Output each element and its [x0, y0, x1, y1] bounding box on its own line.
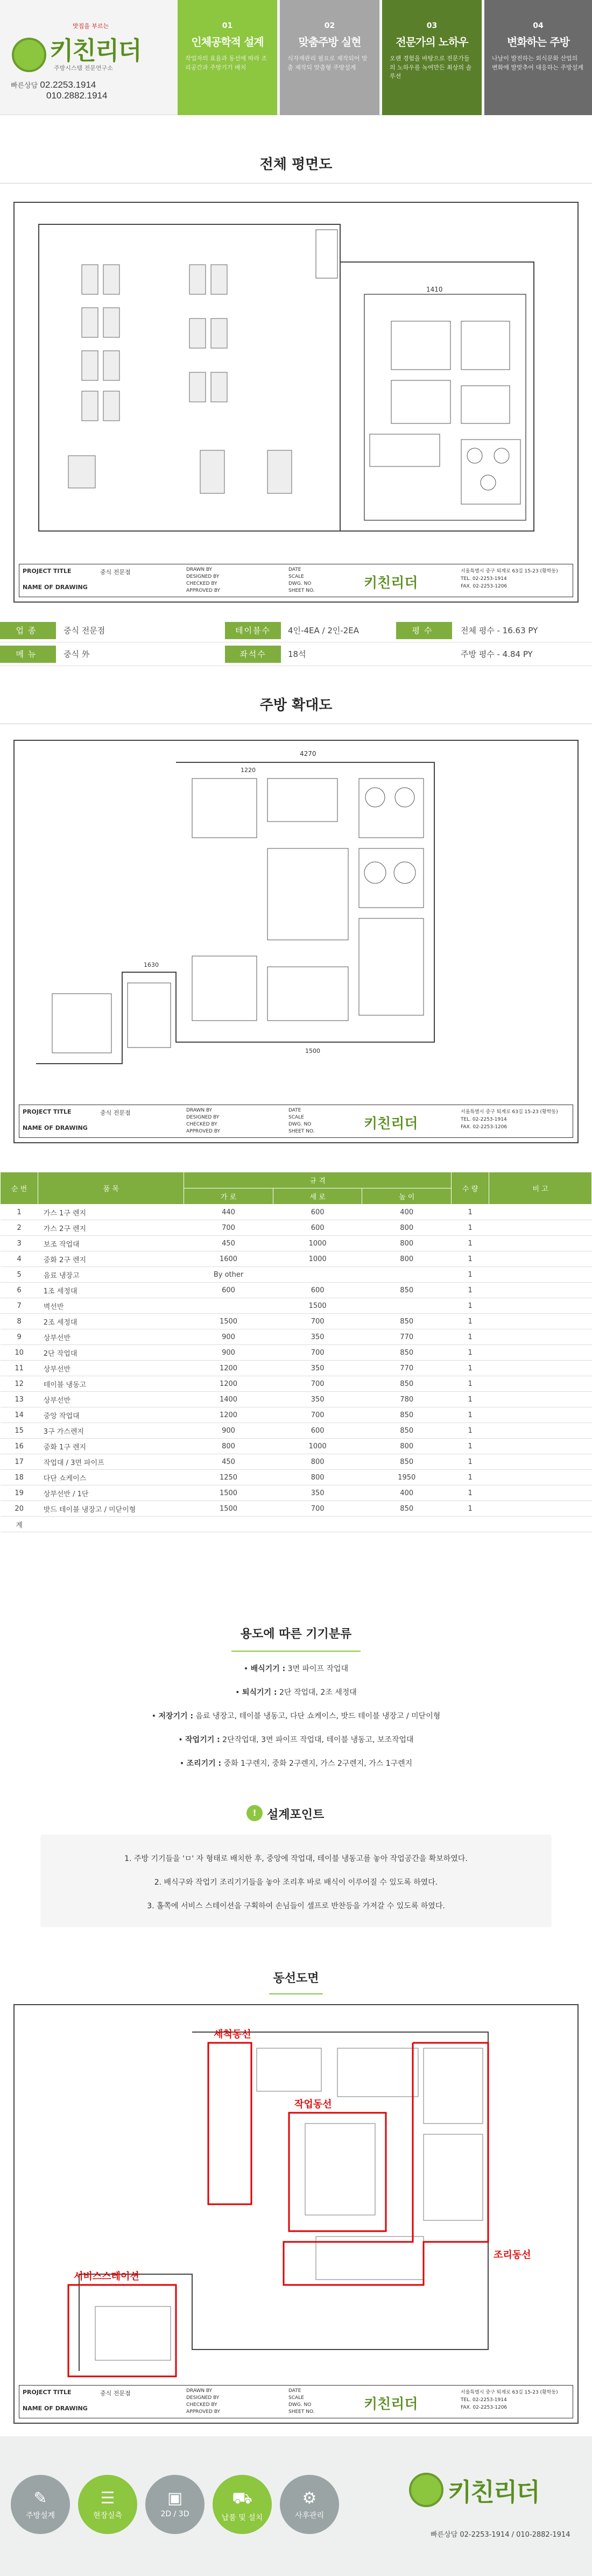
cell-note [489, 1517, 592, 1532]
cell-qty: 1 [452, 1392, 489, 1407]
cell-height: 1950 [362, 1470, 452, 1485]
cell-name: 중화 2구 렌지 [38, 1251, 184, 1267]
title-block [19, 1105, 573, 1138]
table-row [1, 1267, 592, 1283]
cell-height: 850 [362, 1314, 452, 1329]
cell-no: 17 [1, 1454, 38, 1470]
cell-width [184, 1298, 273, 1314]
cell-name: 상부선반 [38, 1361, 184, 1376]
cell-depth: 1000 [273, 1236, 362, 1251]
cell-depth: 350 [273, 1329, 362, 1345]
info-value-seats: 18석 [288, 649, 306, 659]
floor-plan-svg [15, 203, 577, 563]
cell-height: 800 [362, 1251, 452, 1267]
phone-2[interactable]: 010.2882.1914 [46, 90, 108, 101]
col-qty: 수 량 [452, 1172, 489, 1205]
step-number: 01 [222, 22, 233, 30]
wash-flow-zone [208, 2043, 251, 2204]
cell-depth: 350 [273, 1361, 362, 1376]
cell-qty [452, 1517, 489, 1532]
cell-qty: 1 [452, 1298, 489, 1314]
cell-note [489, 1485, 592, 1501]
cell-no: 16 [1, 1439, 38, 1454]
table-row [1, 1283, 592, 1298]
cell-qty: 1 [452, 1236, 489, 1251]
cell-depth: 700 [273, 1501, 362, 1517]
info-row-1 [0, 619, 592, 642]
flow-label-cook: 조리동선 [494, 2249, 531, 2261]
footer-button-measure[interactable]: ☰ 현장실측 [78, 2475, 137, 2534]
cell-name: 가스 2구 렌지 [38, 1220, 184, 1236]
section-title-flow: 동선도면 [273, 1972, 319, 1985]
step-desc: 오랜 경험을 바탕으로 전문가들의 노하우를 녹여만든 최상의 솔루션 [390, 55, 472, 80]
dim-label: 1410 [426, 286, 443, 293]
cell-name: 3구 가스렌지 [38, 1423, 184, 1439]
title-block [19, 2385, 573, 2418]
step-title: 맞춤주방 실현 [298, 36, 361, 48]
cell-height [362, 1298, 452, 1314]
cell-note [489, 1251, 592, 1267]
section-title-kitchen-detail: 주방 확대도 [259, 697, 333, 713]
cell-depth: 1500 [273, 1298, 362, 1314]
cell-depth: 350 [273, 1392, 362, 1407]
cell-note [489, 1298, 592, 1314]
step-desc: 나날이 발전하는 외식문화 산업의 변화에 발맞추어 대응하는 주방설계 [492, 55, 583, 71]
usage-item: • 조리기기 : 중화 1구렌지, 중화 2구렌지, 가스 2구렌지, 가스 1구렌지 [179, 1759, 413, 1768]
table-row [1, 1517, 592, 1532]
cell-height: 800 [362, 1236, 452, 1251]
table-row [1, 1205, 592, 1220]
cell-qty: 1 [452, 1314, 489, 1329]
cell-height: 850 [362, 1501, 452, 1517]
step-title: 변화하는 주방 [507, 36, 569, 48]
cell-no: 8 [1, 1314, 38, 1329]
cell-width: 440 [184, 1205, 273, 1220]
cell-note [489, 1470, 592, 1485]
cell-no: 14 [1, 1407, 38, 1423]
design-points-box [40, 1835, 552, 1927]
table-row [1, 1485, 592, 1501]
cell-name: 중앙 작업대 [38, 1407, 184, 1423]
cell-no: 20 [1, 1501, 38, 1517]
section-title-usage: 용도에 따른 기기분류 [240, 1627, 352, 1641]
cell-note [489, 1329, 592, 1345]
cell-name: 다단 쇼케이스 [38, 1470, 184, 1485]
cell-width: 1500 [184, 1314, 273, 1329]
usage-item: • 작업기기 : 2단작업대, 3면 파이프 작업대, 테이블 냉동고, 보조작업대 [178, 1736, 414, 1744]
tb-project-value: 중식 전문점 [100, 569, 131, 576]
cell-name: 음료 냉장고 [38, 1267, 184, 1283]
footer-contact [431, 2529, 570, 2539]
usage-item: • 배식기기 : 3면 파이프 작업대 [243, 1665, 349, 1673]
cell-qty: 1 [452, 1407, 489, 1423]
tb-name-of-drawing-label: NAME OF DRAWING [23, 1124, 88, 1131]
step-2 [280, 0, 379, 115]
info-value-tables: 4인-4EA / 2인-2EA [288, 626, 360, 635]
footer-logo-icon [409, 2473, 443, 2507]
flow-label-service: 서비스스테이션 [74, 2271, 139, 2282]
cell-width: 1250 [184, 1470, 273, 1485]
cell-no: 13 [1, 1392, 38, 1407]
cell-height: 780 [362, 1392, 452, 1407]
cell-width: 1600 [184, 1251, 273, 1267]
info-label-tables: 테이블수 [225, 622, 281, 639]
cell-no: 10 [1, 1345, 38, 1361]
table-row [1, 1501, 592, 1517]
design-point: 1. 주방 기기들을 'ㅁ' 자 형태로 배치한 후, 중앙에 작업대, 테이블 냉동고를 놓아 작업공간을 확보하였다. [124, 1855, 468, 1863]
tb-logo: 키친리더 [364, 575, 418, 591]
cell-height: 400 [362, 1485, 452, 1501]
table-row [1, 1314, 592, 1329]
cell-no: 11 [1, 1361, 38, 1376]
cell-width: 600 [184, 1283, 273, 1298]
equipment-table [0, 1172, 592, 1532]
cell-note [489, 1376, 592, 1392]
cell-qty: 1 [452, 1220, 489, 1236]
table-row [1, 1423, 592, 1439]
cell-height [362, 1267, 452, 1283]
cell-qty: 1 [452, 1376, 489, 1392]
cell-width: 1500 [184, 1501, 273, 1517]
tb-meta-labels: DATE SCALE DWG. NO SHEET NO. [288, 1108, 315, 1134]
cell-name: 벽선반 [38, 1298, 184, 1314]
cell-width: 1200 [184, 1361, 273, 1376]
cell-note [489, 1314, 592, 1329]
step-title: 인체공학적 설계 [191, 36, 264, 48]
floor-plan-drawing [13, 202, 579, 603]
cell-no: 12 [1, 1376, 38, 1392]
cell-no: 9 [1, 1329, 38, 1345]
header [0, 0, 592, 115]
cell-height: 800 [362, 1220, 452, 1236]
service-flow-zone [68, 2285, 176, 2376]
cell-name: 중화 1구 렌지 [38, 1439, 184, 1454]
table-row [1, 1298, 592, 1314]
tb-address: 서울특별시 중구 퇴계로 63길 15-23 (황학동) TEL. 02-2253-1914 FAX. 02-2253-1206 [461, 569, 558, 589]
cell-note [489, 1361, 592, 1376]
cell-no: 18 [1, 1470, 38, 1485]
step-desc: 작업자의 효율과 동선에 따라 조리공간과 주방기기 배치 [185, 55, 267, 71]
document-icon: ☰ [100, 2489, 115, 2508]
cell-name: 보조 작업대 [38, 1236, 184, 1251]
step-number: 02 [324, 22, 335, 30]
step-3 [382, 0, 482, 115]
tb-meta-labels: DATE SCALE DWG. NO SHEET NO. [288, 567, 315, 593]
cell-height: 850 [362, 1376, 452, 1392]
cell-note [489, 1454, 592, 1470]
cell-note [489, 1407, 592, 1423]
step-4 [484, 0, 592, 115]
cell-depth: 600 [273, 1205, 362, 1220]
cell-width: 450 [184, 1236, 273, 1251]
cell-width: 1400 [184, 1392, 273, 1407]
cell-qty: 1 [452, 1205, 489, 1220]
cell-name: 1조 세정대 [38, 1283, 184, 1298]
contact-label: 빠른상담 [11, 82, 38, 90]
truck-icon: ⛟ [232, 2489, 252, 2508]
cell-qty: 1 [452, 1470, 489, 1485]
tb-sign-labels: DRAWN BY DESIGNED BY CHECKED BY APPROVED BY [186, 1108, 221, 1134]
cell-qty: 1 [452, 1329, 489, 1345]
cell-note [489, 1501, 592, 1517]
cell-depth: 1000 [273, 1251, 362, 1267]
cell-depth: 600 [273, 1423, 362, 1439]
col-height: 높 이 [362, 1188, 452, 1205]
footer-button-2d3d[interactable]: ▣ 2D / 3D [145, 2475, 205, 2534]
table-row [1, 1407, 592, 1423]
tb-name-of-drawing-label: NAME OF DRAWING [23, 584, 88, 591]
usage-item: • 저장기기 : 음료 냉장고, 테이블 냉동고, 다단 쇼케이스, 밧드 테이블 냉장고 / 미닫이형 [151, 1712, 441, 1721]
cell-no: 19 [1, 1485, 38, 1501]
tb-meta-labels: DATE SCALE DWG. NO SHEET NO. [288, 2388, 315, 2415]
table-row [1, 1251, 592, 1267]
cell-name: 가스 1구 렌지 [38, 1205, 184, 1220]
cell-qty: 1 [452, 1283, 489, 1298]
table-row [1, 1329, 592, 1345]
cell-depth: 800 [273, 1470, 362, 1485]
cell-qty: 1 [452, 1251, 489, 1267]
info-row-2 [0, 642, 592, 666]
cell-height: 770 [362, 1361, 452, 1376]
design-point: 2. 배식구와 작업기 조리기기들을 놓아 조리후 바로 배식이 이루어질 수 있도록 하였다. [154, 1878, 438, 1887]
tb-project-value: 중식 전문점 [100, 2390, 131, 2397]
cell-note [489, 1283, 592, 1298]
cell-width [184, 1517, 273, 1532]
cell-depth: 700 [273, 1345, 362, 1361]
title-block [19, 564, 573, 597]
cell-no: 2 [1, 1220, 38, 1236]
logo-subtitle: 주방시스템 전문연구소 [54, 65, 113, 72]
step-title: 전문가의 노하우 [396, 36, 468, 48]
cell-name: 밧드 테이블 냉장고 / 미닫이형 [38, 1501, 184, 1517]
flow-svg [15, 2005, 577, 2382]
cell-note [489, 1392, 592, 1407]
cell-height: 850 [362, 1283, 452, 1298]
kitchen-detail-drawing [13, 740, 579, 1143]
col-note: 비 고 [489, 1172, 592, 1205]
col-name: 품 목 [38, 1172, 184, 1205]
cell-height: 800 [362, 1439, 452, 1454]
cell-no: 계 [1, 1517, 38, 1532]
dim-label: 1500 [305, 1048, 320, 1055]
work-flow-zone [289, 2113, 386, 2231]
cell-width: 700 [184, 1220, 273, 1236]
col-spec: 규 격 [184, 1172, 452, 1188]
table-row [1, 1345, 592, 1361]
cell-note [489, 1205, 592, 1220]
tb-sign-labels: DRAWN BY DESIGNED BY CHECKED BY APPROVED BY [186, 2388, 221, 2415]
flow-drawing [13, 2004, 579, 2424]
kitchen-detail-svg [15, 741, 577, 1104]
cell-width: 1500 [184, 1485, 273, 1501]
cell-note [489, 1423, 592, 1439]
dim-label: 4270 [300, 750, 316, 758]
cell-width: By other [184, 1267, 273, 1283]
cell-no: 4 [1, 1251, 38, 1267]
info-label-seats: 좌석수 [225, 646, 281, 663]
cell-height: 850 [362, 1407, 452, 1423]
tb-project-title-label: PROJECT TITLE [23, 2389, 72, 2396]
info-value-business: 중식 전문점 [64, 626, 105, 635]
cell-width: 800 [184, 1439, 273, 1454]
flow-label-wash: 세척동선 [214, 2029, 251, 2040]
cell-width: 900 [184, 1329, 273, 1345]
cell-no: 3 [1, 1236, 38, 1251]
cell-width: 900 [184, 1423, 273, 1439]
alert-icon: ! [246, 1805, 263, 1821]
cell-depth: 800 [273, 1454, 362, 1470]
divider [269, 1993, 323, 1994]
cell-qty: 1 [452, 1361, 489, 1376]
cell-name: 상부선반 [38, 1329, 184, 1345]
info-value-area-kitchen: 주방 평수 - 4.84 PY [461, 649, 533, 659]
cell-height: 850 [362, 1423, 452, 1439]
cell-name: 상부선반 / 1단 [38, 1485, 184, 1501]
cell-depth [273, 1267, 362, 1283]
cell-height: 850 [362, 1345, 452, 1361]
tb-logo: 키친리더 [364, 2396, 418, 2412]
cell-depth: 600 [273, 1283, 362, 1298]
step-1 [178, 0, 277, 115]
step-number: 04 [533, 22, 544, 30]
cell-depth: 1000 [273, 1439, 362, 1454]
info-label-business: 업종 [0, 622, 56, 639]
cell-qty: 1 [452, 1485, 489, 1501]
cell-name: 2조 세정대 [38, 1314, 184, 1329]
table-row [1, 1361, 592, 1376]
cell-height: 400 [362, 1205, 452, 1220]
footer-button-delivery[interactable]: ⛟ 납품 및 설치 [213, 2475, 272, 2534]
cell-depth: 600 [273, 1220, 362, 1236]
cell-no: 7 [1, 1298, 38, 1314]
tb-name-of-drawing-label: NAME OF DRAWING [23, 2405, 88, 2412]
logo-icon [12, 38, 46, 72]
cell-note [489, 1439, 592, 1454]
cell-height [362, 1517, 452, 1532]
phone-1[interactable]: 02.2253.1914 [40, 80, 96, 90]
step-desc: 식자재관리 필요로 제작되어 맞춤 제작되 맞춤형 주방설계 [287, 55, 368, 71]
tb-project-value: 중식 전문점 [100, 1109, 131, 1116]
cell-depth: 700 [273, 1407, 362, 1423]
table-row [1, 1454, 592, 1470]
usage-list [0, 1657, 592, 1775]
cell-depth: 350 [273, 1485, 362, 1501]
cell-note [489, 1267, 592, 1283]
section-title-floor-plan: 전체 평면도 [259, 157, 333, 173]
cell-name: 테이블 냉동고 [38, 1376, 184, 1392]
table-row [1, 1236, 592, 1251]
cell-width: 1200 [184, 1376, 273, 1392]
col-depth: 세 로 [273, 1188, 362, 1205]
cell-qty: 1 [452, 1267, 489, 1283]
cell-depth [273, 1517, 362, 1532]
table-row [1, 1439, 592, 1454]
table-row [1, 1376, 592, 1392]
logo-text: 키친리더 [50, 37, 141, 65]
contact-info [11, 80, 107, 101]
footer-phones[interactable]: 02-2253-1914 / 010-2882-1914 [460, 2531, 570, 2539]
section-title-design-points: 설계포인트 [267, 1808, 325, 1822]
logo-tagline: 맛집을 부르는 [73, 23, 109, 30]
footer-button-design[interactable]: ✎ 주방설계 [11, 2475, 70, 2534]
col-width: 가 로 [184, 1188, 273, 1205]
footer-contact-label: 빠른상담 [431, 2531, 458, 2539]
cell-note [489, 1236, 592, 1251]
footer-logo-text: 키친리더 [448, 2478, 539, 2506]
tb-address: 서울특별시 중구 퇴계로 63길 15-23 (황학동) TEL. 02-2253-1914 FAX. 02-2253-1206 [461, 1109, 558, 1130]
cell-depth: 700 [273, 1376, 362, 1392]
cell-note [489, 1345, 592, 1361]
tb-project-title-label: PROJECT TITLE [23, 568, 72, 575]
info-value-menu: 중식 外 [64, 649, 90, 659]
footer-button-aftercare[interactable]: ⚙ 사후관리 [280, 2475, 339, 2534]
equipment-table-body [1, 1205, 592, 1532]
table-row [1, 1392, 592, 1407]
cell-no: 5 [1, 1267, 38, 1283]
cell-name: 2단 작업대 [38, 1345, 184, 1361]
cell-name: 상부선반 [38, 1392, 184, 1407]
info-label-menu: 메뉴 [0, 646, 56, 663]
usage-item: • 퇴식기기 : 2단 작업대, 2조 세정대 [235, 1688, 357, 1697]
design-point: 3. 홀쪽에 서비스 스테이션을 구획하여 손님들이 셀프로 반찬등을 가져갈 수 있도록 하였다. [147, 1902, 445, 1910]
tb-logo: 키친리더 [364, 1116, 418, 1132]
cell-name: 작업대 / 3면 파이프 [38, 1454, 184, 1470]
monitor-icon: ▣ [167, 2489, 183, 2508]
cell-qty: 1 [452, 1454, 489, 1470]
tb-project-title-label: PROJECT TITLE [23, 1108, 72, 1115]
cell-depth: 700 [273, 1314, 362, 1329]
info-label-area: 평수 [396, 622, 452, 639]
dim-label: 1220 [241, 767, 256, 774]
cell-width: 1200 [184, 1407, 273, 1423]
wrench-icon: ⚙ [302, 2489, 317, 2508]
cell-no: 1 [1, 1205, 38, 1220]
cell-qty: 1 [452, 1423, 489, 1439]
table-row [1, 1220, 592, 1236]
cell-height: 770 [362, 1329, 452, 1345]
cell-qty: 1 [452, 1345, 489, 1361]
clipboard-icon: ✎ [33, 2489, 47, 2508]
info-value-area-total: 전체 평수 - 16.63 PY [461, 626, 538, 635]
table-row [1, 1470, 592, 1485]
cell-width: 900 [184, 1345, 273, 1361]
step-number: 03 [426, 22, 438, 30]
divider [231, 1651, 361, 1652]
flow-label-work: 작업동선 [294, 2099, 332, 2110]
cell-height: 850 [362, 1454, 452, 1470]
col-no: 순 번 [1, 1172, 38, 1205]
cell-name [38, 1517, 184, 1532]
cell-no: 6 [1, 1283, 38, 1298]
cell-note [489, 1220, 592, 1236]
cell-qty: 1 [452, 1501, 489, 1517]
cell-qty: 1 [452, 1439, 489, 1454]
dim-label: 1630 [144, 961, 159, 968]
tb-sign-labels: DRAWN BY DESIGNED BY CHECKED BY APPROVED BY [186, 567, 221, 593]
cell-width: 450 [184, 1454, 273, 1470]
tb-address: 서울특별시 중구 퇴계로 63길 15-23 (황학동) TEL. 02-2253-1914 FAX. 02-2253-1206 [461, 2390, 558, 2410]
cell-no: 15 [1, 1423, 38, 1439]
